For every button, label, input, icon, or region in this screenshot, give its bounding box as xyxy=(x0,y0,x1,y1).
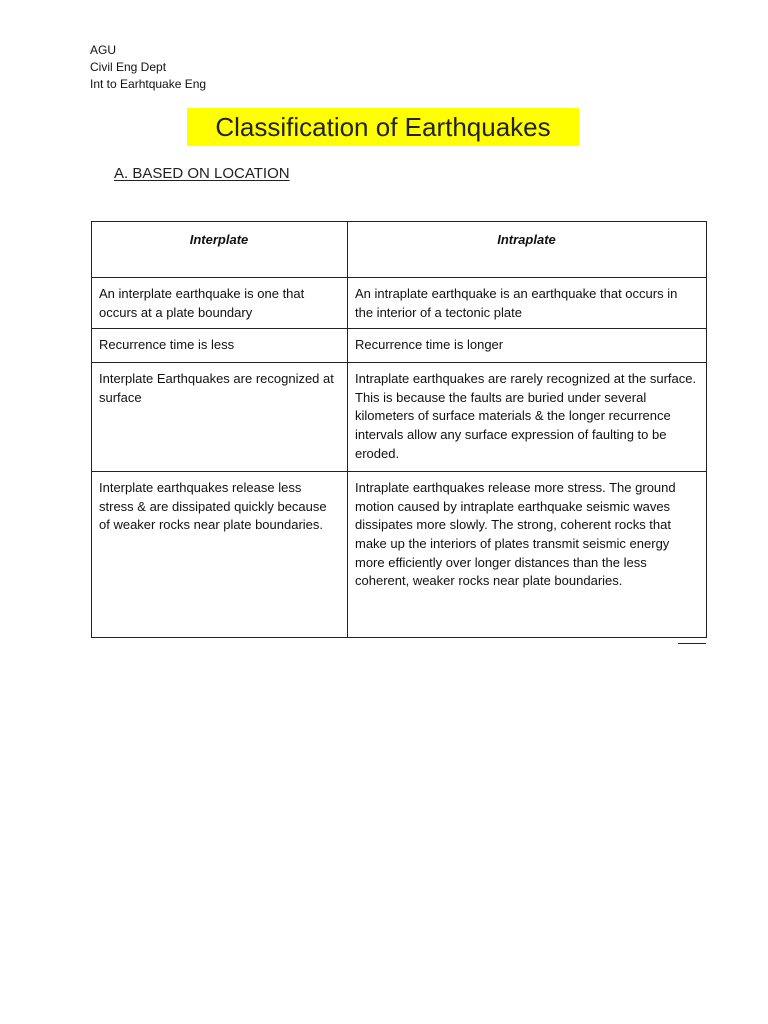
institution-name: AGU xyxy=(90,43,117,57)
column-header-interplate: Interplate xyxy=(92,222,348,278)
section-heading: A. BASED ON LOCATION xyxy=(114,165,290,182)
table-border-tick xyxy=(678,643,706,644)
table-row xyxy=(92,363,707,472)
table-cell: Intraplate earthquakes are rarely recognized at the surface. This is because the faults are buried under several kilometers of surface materials & the longer recurrence intervals allow any surface expression of faulting to be eroded. xyxy=(348,363,707,472)
column-header-intraplate: Intraplate xyxy=(348,222,707,278)
table-cell: Intraplate earthquakes release more stress. The ground motion caused by intraplate earthquake seismic waves dissipates more slowly. The strong, coherent rocks that make up the interiors of plates transmit seismic energy more efficiently over longer distances than the less coherent, weaker rocks near plate boundaries. xyxy=(348,472,707,638)
table-cell: An intraplate earthquake is an earthquake that occurs in the interior of a tectonic plate xyxy=(348,278,707,329)
table-row xyxy=(92,329,707,363)
page-title: Classification of Earthquakes xyxy=(215,112,551,142)
title-highlight xyxy=(187,108,579,146)
course-name: Int to Earhtquake Eng xyxy=(90,77,207,91)
table-cell: Recurrence time is less xyxy=(92,329,348,363)
table-cell: Interplate Earthquakes are recognized at surface xyxy=(92,363,348,472)
table-row xyxy=(92,278,707,329)
table-row xyxy=(92,472,707,638)
comparison-table xyxy=(91,221,707,638)
table-header-row xyxy=(92,222,707,278)
department-name: Civil Eng Dept xyxy=(90,60,167,74)
table-cell: An interplate earthquake is one that occurs at a plate boundary xyxy=(92,278,348,329)
document-header xyxy=(90,42,206,93)
table-cell: Recurrence time is longer xyxy=(348,329,707,363)
table-cell: Interplate earthquakes release less stress & are dissipated quickly because of weaker rocks near plate boundaries. xyxy=(92,472,348,638)
